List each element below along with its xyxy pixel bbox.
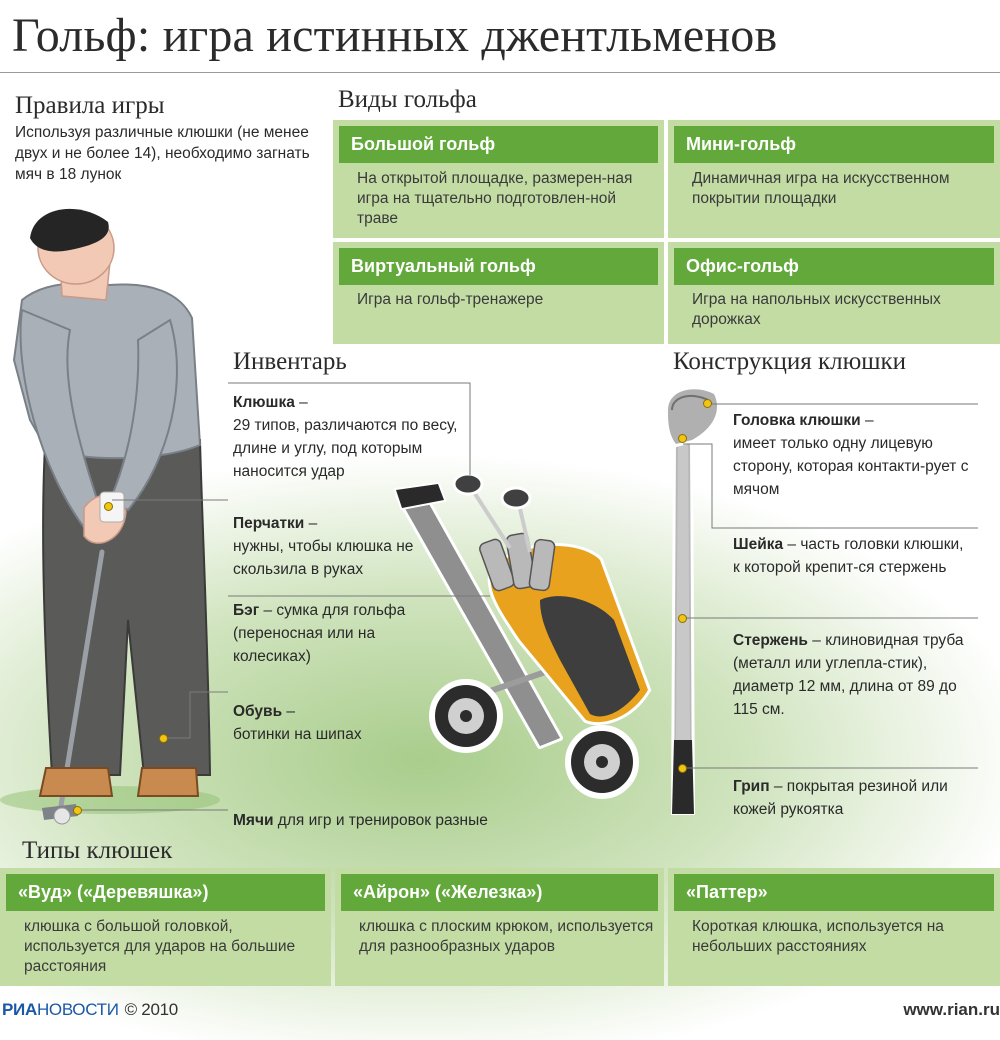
marker-dot [678, 614, 687, 623]
club-part-description: – клиновидная труба (металл или углепла-стик), диаметр 12 мм, длина от 89 до 115 см. [733, 632, 964, 718]
club-type-description: Короткая клюшка, используется на небольших расстояниях [692, 918, 944, 955]
marker-dot [703, 399, 712, 408]
club-part-term: Стержень [733, 632, 808, 649]
club-types-heading: Типы клюшек [22, 837, 173, 864]
golf-type-name: Большой гольф [339, 126, 658, 163]
page-title: Гольф: игра истинных джентльменов [12, 9, 778, 62]
club-part-hosel [733, 533, 973, 579]
club-part-head [733, 409, 973, 501]
club-part-term: Грип [733, 778, 770, 795]
club-part-grip [733, 775, 973, 821]
golf-type-description: Игра на напольных искусственных дорожках [692, 291, 941, 328]
marker-dot [104, 502, 113, 511]
club-type-name: «Паттер» [674, 874, 994, 911]
equipment-item-bag [233, 599, 433, 668]
golf-type-name: Виртуальный гольф [339, 248, 658, 285]
club-type-name: «Вуд» («Деревяшка») [6, 874, 325, 911]
equipment-term: Обувь [233, 703, 283, 720]
club-part-term: Шейка [733, 536, 784, 553]
club-type-description: клюшка с плоским крюком, используется для разнообразных ударов [359, 918, 654, 955]
equipment-description: – 29 типов, различаются по весу, длине и углу, под которым наносится удар [233, 394, 458, 480]
equipment-item-balls [233, 809, 573, 832]
logo-part-novosti: НОВОСТИ [36, 1000, 119, 1019]
club-construction-heading: Конструкция клюшки [673, 348, 907, 375]
marker-dot [159, 734, 168, 743]
club-part-term: Головка клюшки [733, 412, 861, 429]
golf-club-illustration [668, 389, 717, 814]
golf-type-description: Динамичная игра на искусственном покрытии площадки [692, 170, 950, 207]
golf-type-description: Игра на гольф-тренажере [357, 291, 544, 308]
golfer-illustration [0, 209, 220, 824]
equipment-item-gloves [233, 512, 433, 581]
club-part-description: – часть головки клюшки, к которой крепит-ся стержень [733, 536, 964, 576]
equipment-description: – ботинки на шипах [233, 703, 362, 743]
equipment-item-club [233, 391, 463, 483]
club-type-name: «Айрон» («Железка») [341, 874, 658, 911]
marker-dot [678, 434, 687, 443]
rules-text: Используя различные клюшки (не менее двух и не более 14), необходимо загнать мяч в 18 лунок [15, 124, 310, 183]
club-part-shaft [733, 629, 973, 721]
logo-part-ria: РИА [2, 1000, 37, 1019]
golf-types-heading: Виды гольфа [338, 86, 477, 113]
equipment-item-shoes [233, 700, 433, 746]
club-part-description: – покрытая резиной или кожей рукоятка [733, 778, 948, 818]
club-type-card [335, 868, 664, 986]
marker-dot [678, 764, 687, 773]
club-type-card [0, 868, 331, 986]
footer-logo [2, 1000, 178, 1020]
equipment-description: – нужны, чтобы клюшка не скользила в руках [233, 515, 414, 578]
equipment-term: Мячи [233, 812, 274, 829]
club-type-card [668, 868, 1000, 986]
golf-bag-illustration [396, 474, 648, 796]
golf-type-name: Офис-гольф [674, 248, 994, 285]
equipment-description: для игр и тренировок разные [273, 812, 488, 829]
equipment-heading: Инвентарь [233, 348, 347, 375]
golf-type-name: Мини-гольф [674, 126, 994, 163]
equipment-term: Бэг [233, 602, 260, 619]
club-type-description: клюшка с большой головкой, используется для ударов на большие расстояния [24, 918, 296, 975]
marker-dot [73, 806, 82, 815]
footer-url[interactable]: www.rian.ru [903, 1000, 1000, 1019]
footer-copyright: © 2010 [124, 1000, 178, 1019]
equipment-term: Клюшка [233, 394, 295, 411]
equipment-term: Перчатки [233, 515, 305, 532]
club-part-description: – имеет только одну лицевую сторону, которая контакти-рует с мячом [733, 412, 969, 498]
golf-type-description: На открытой площадке, размерен-ная игра на тщательно подготовлен-ной траве [357, 170, 633, 227]
rules-heading: Правила игры [15, 92, 165, 119]
equipment-description: – сумка для гольфа (переносная или на колесиках) [233, 602, 406, 665]
